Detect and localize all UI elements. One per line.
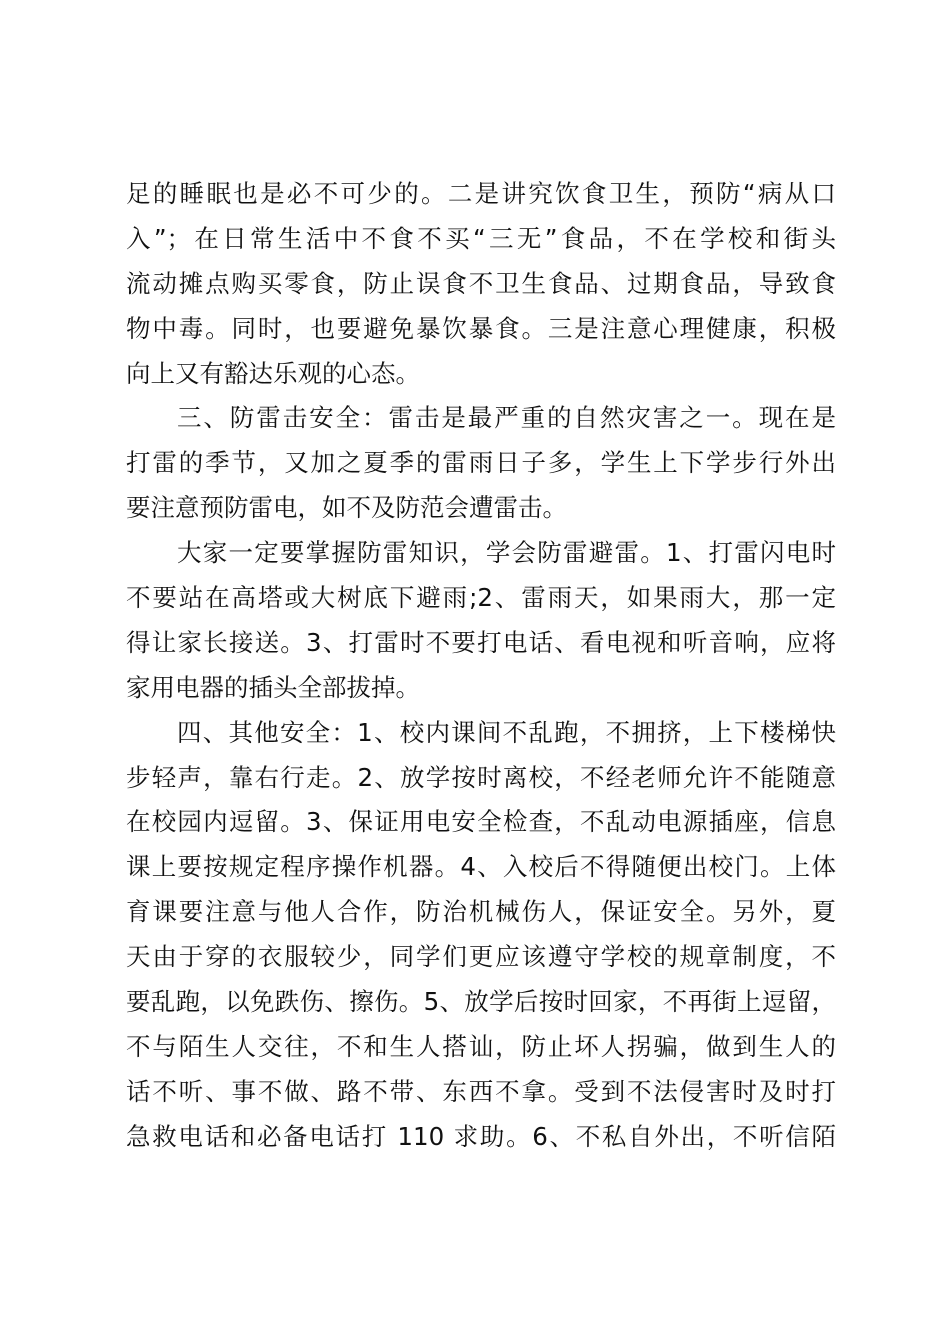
text-line: 要乱跑，以免跌伤、擦伤。5、放学后按时回家，不再街上逗留， [126,987,836,1017]
text-line: 急救电话和必备电话打 110 求助。6、不私自外出，不听信陌 [126,1121,836,1151]
text-line: 步轻声，靠右行走。2、放学按时离校，不经老师允许不能随意 [126,762,836,792]
text-line: 天由于穿的衣服较少，同学们更应该遵守学校的规章制度，不 [126,942,836,972]
text-line: 向上又有豁达乐观的心态。 [126,358,420,388]
paragraph-1 [126,172,836,396]
text-line: 四、其他安全：1、校内课间不乱跑，不拥挤，上下楼梯快 [177,717,836,747]
text-line: 流动摊点购买零食，防止误食不卫生食品、过期食品，导致食 [126,268,836,298]
text-line: 入”；在日常生活中不食不买“三无”食品，不在学校和街头 [126,223,836,253]
text-line: 话不听、事不做、路不带、东西不拿。受到不法侵害时及时打 [126,1076,836,1106]
text-line: 要注意预防雷电，如不及防范会遭雷击。 [126,493,567,523]
text-line: 不要站在高塔或大树底下避雨;2、雷雨天，如果雨大，那一定 [126,583,836,613]
paragraph-3 [126,531,836,711]
text-line: 育课要注意与他人合作，防治机械伤人，保证安全。另外，夏 [126,897,836,927]
text-line: 三、防雷击安全：雷击是最严重的自然灾害之一。现在是 [177,403,836,433]
text-line: 在校园内逗留。3、保证用电安全检查，不乱动电源插座，信息 [126,807,836,837]
document-body [126,172,836,1160]
text-line: 足的睡眠也是必不可少的。二是讲究饮食卫生，预防“病从口 [126,179,836,208]
text-line: 不与陌生人交往，不和生人搭讪，防止坏人拐骗，做到生人的 [126,1031,836,1061]
text-line: 课上要按规定程序操作机器。4、入校后不得随便出校门。上体 [126,852,836,882]
text-line: 得让家长接送。3、打雷时不要打电话、看电视和听音响，应将 [126,627,836,657]
text-line: 大家一定要掌握防雷知识，学会防雷避雷。1、打雷闪电时 [177,538,836,568]
text-line: 家用电器的插头全部拔掉。 [126,672,420,702]
text-line: 打雷的季节，又加之夏季的雷雨日子多，学生上下学步行外出 [126,448,836,478]
paragraph-2 [126,396,836,531]
paragraph-4 [126,711,836,1160]
text-line: 物中毒。同时，也要避免暴饮暴食。三是注意心理健康，积极 [126,313,836,343]
